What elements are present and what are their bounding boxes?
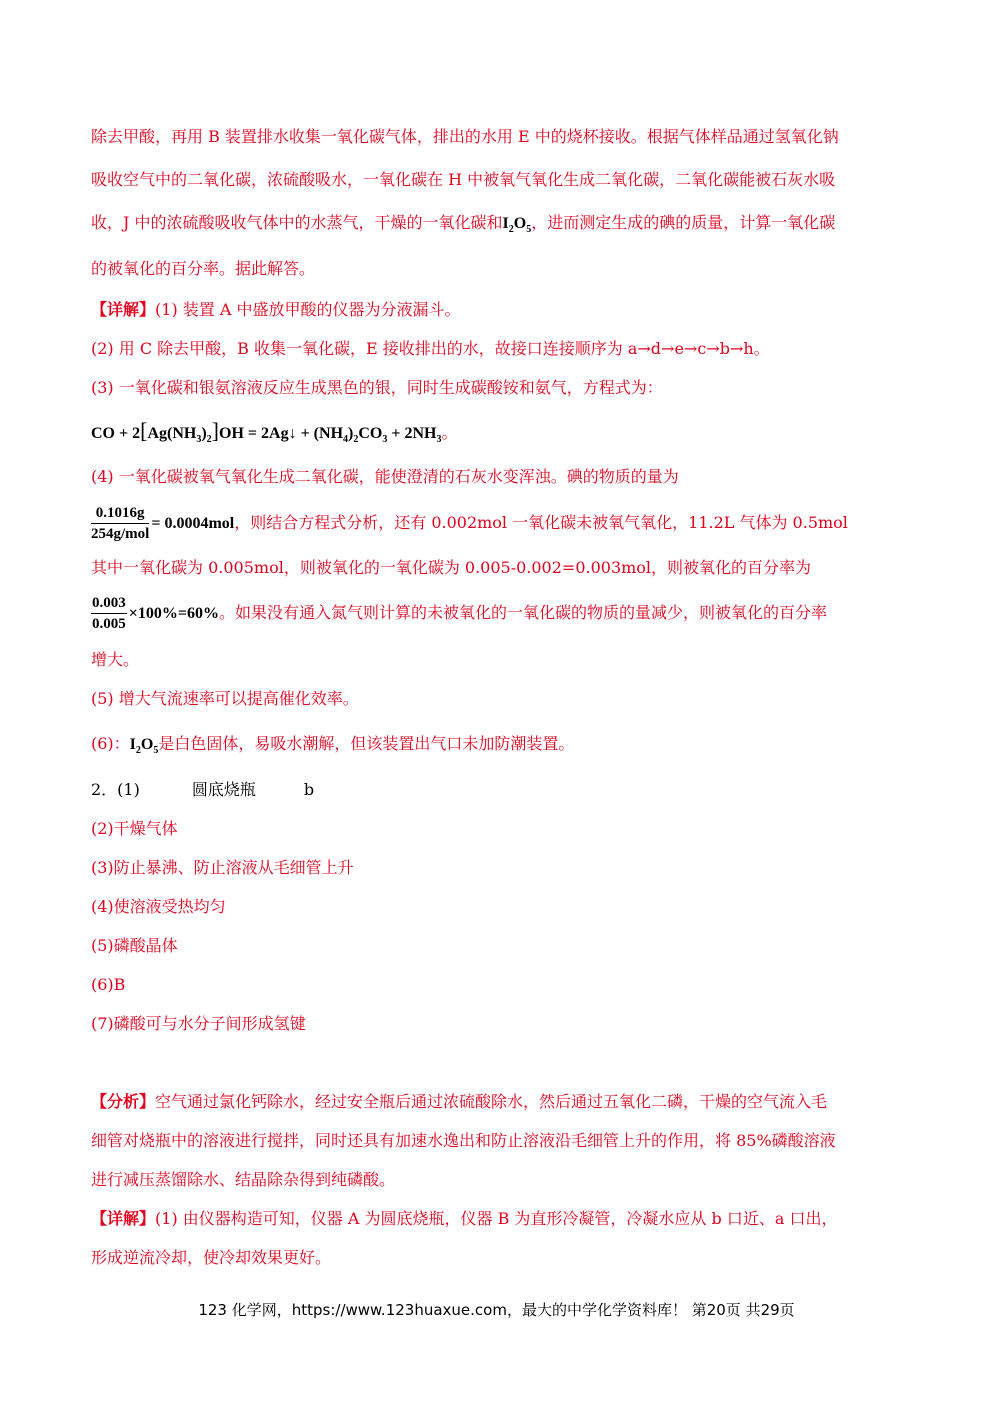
analysis-line: 细管对烧瓶中的溶液进行搅拌，同时还具有加速水逸出和防止溶液沿毛细管上升的作用，将 85%磷酸溶液 [91, 1131, 836, 1150]
answer-2-3: (3)防止暴沸、防止溶液从毛细管上升 [91, 858, 354, 877]
eq-part: ) [348, 425, 354, 442]
eq-part: + 2NH [387, 425, 437, 442]
text-line: 的被氧化的百分率。据此解答。 [91, 259, 316, 278]
text-span: (1) 由仪器构造可知，仪器 A 为圆底烧瓶，仪器 B 为直形冷凝管，冷凝水应从 b 口近、a 口出， [155, 1209, 838, 1228]
text-line [91, 213, 835, 240]
formula-i2o5: $I_2O_5$ [129, 736, 159, 757]
page-footer: 123 化学网，https://www.123huaxue.com，最大的中学化学资料库！ 第20页 共29页 [198, 1301, 795, 1319]
fraction-1: $\frac{0.1016g}{\text{254g/mol}}$ [91, 505, 150, 542]
answer-2-2: (2)干燥气体 [91, 819, 178, 838]
answer-text: 圆底烧瓶 [191, 780, 256, 799]
detail-4c: 其中一氧化碳为 0.005mol，则被氧化的一氧化碳为 0.005-0.002=0.003mol，则被氧化的百分率为 [91, 558, 812, 577]
text-span: 收，J 中的浓硫酸吸收气体中的水蒸气，干燥的一氧化碳和 [91, 213, 503, 232]
eq-part: CO [358, 425, 383, 442]
analysis-line [91, 1092, 827, 1112]
text-span: (6)： [91, 734, 130, 753]
fraction-2: $\frac{0.003}{0.005}$ [92, 595, 126, 632]
text-span: 空气通过氯化钙除水，经过安全瓶后通过浓硫酸除水，然后通过五氧化二磷，干燥的空气流入毛 [155, 1092, 828, 1111]
detail-3: (3) 一氧化碳和银氨溶液反应生成黑色的银，同时生成碳酸铵和氨气，方程式为： [91, 378, 663, 397]
answer-2-5: (5)磷酸晶体 [91, 936, 178, 955]
analysis-tag: 【分析】 [91, 1092, 156, 1111]
detail-line [91, 1209, 837, 1229]
text-span: ，则结合方程式分析，还有 0.002mol 一氧化碳未被氧气氧化，11.2L 气体为 0.5mol [234, 513, 848, 532]
detail-2: (2) 用 C 除去甲酸，B 收集一氧化碳，E 接收排出的水，故接口连接顺序为 a→d→e→c→b→h。 [91, 339, 770, 358]
text-span: (1) 装置 A 中盛放甲酸的仪器为分液漏斗。 [155, 300, 461, 319]
detail-4e: 增大。 [91, 650, 140, 669]
eq-part: 。 [441, 423, 458, 442]
text-span: 。如果没有通入氮气则计算的未被氧化的一氧化碳的物质的量减少，则被氧化的百分率 [218, 603, 827, 622]
eq-part: OH = 2Ag↓ + (NH [219, 425, 344, 442]
detail-1 [91, 300, 461, 320]
fraction-result: ×100%=60% [128, 605, 219, 622]
fraction-line-1 [91, 504, 848, 543]
answer-2-1 [91, 780, 314, 800]
eq-part: ) [201, 425, 207, 442]
equation: CO + $2[Ag(NH_3)_2]OH$ = 2Ag↓ + $(NH_4)_2CO_3 + 2NH_3$。 [91, 418, 458, 446]
fraction-line-2 [91, 594, 827, 633]
text-line: 吸收空气中的二氧化碳，浓硫酸吸水，一氧化碳在 H 中被氧气氧化生成二氧化碳，二氧化碳能被石灰水吸 [91, 170, 836, 189]
fraction-result: = 0.0004mol [151, 515, 235, 532]
eq-part: CO + 2 [91, 425, 141, 442]
detail-tag: 【详解】 [91, 1209, 156, 1228]
answer-2-4: (4)使溶液受热均匀 [91, 897, 226, 916]
text-span: ，进而测定生成的碘的质量，计算一氧化碳 [531, 213, 836, 232]
answer-2-7: (7)磷酸可与水分子间形成氢键 [91, 1014, 306, 1033]
detail-6 [91, 734, 574, 761]
detail-4: (4) 一氧化碳被氧气氧化生成二氧化碳，能使澄清的石灰水变浑浊。碘的物质的量为 [91, 467, 679, 486]
text-line: 除去甲酸，再用 B 装置排水收集一氧化碳气体，排出的水用 E 中的烧杯接收。根据气体样品通过氢氧化钠 [91, 127, 839, 146]
detail-line: 形成逆流冷却，使冷却效果更好。 [91, 1248, 332, 1267]
detail-5: (5) 增大气流速率可以提高催化效率。 [91, 689, 359, 708]
answer-text: b [303, 780, 315, 799]
formula-i2o5: $I_2O_5$ [502, 215, 532, 236]
detail-tag: 【详解】 [91, 300, 156, 319]
question-number: 2．(1) [91, 780, 140, 799]
eq-part: Ag(NH [147, 425, 197, 442]
analysis-line: 进行减压蒸馏除水、结晶除杂得到纯磷酸。 [91, 1170, 396, 1189]
text-span: 是白色固体，易吸水潮解，但该装置出气口未加防潮装置。 [158, 734, 575, 753]
answer-2-6: (6)B [91, 975, 126, 994]
